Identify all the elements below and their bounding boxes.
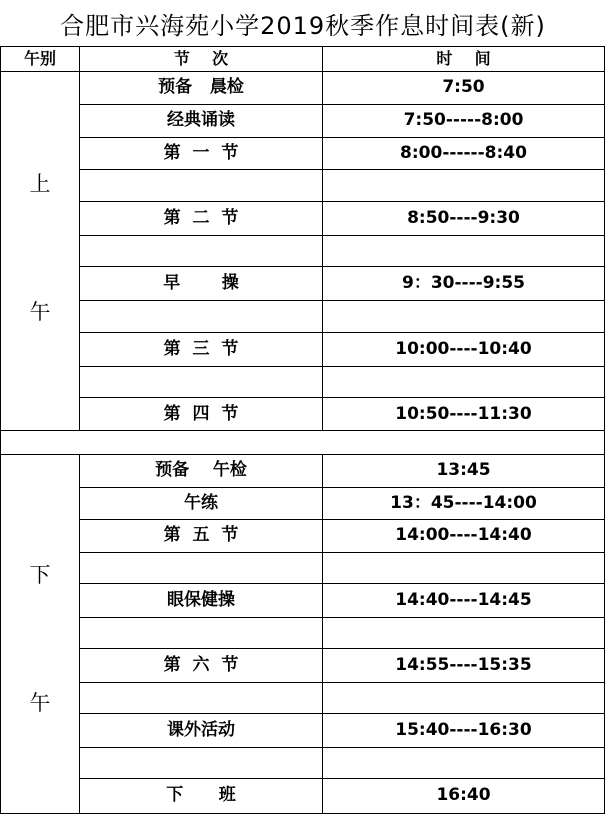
schedule-time: 7:50-----8:00 <box>323 104 605 137</box>
table-row <box>1 201 605 235</box>
schedule-item <box>80 235 323 266</box>
separator-row <box>1 431 605 455</box>
schedule-item: 早 操 <box>80 267 323 301</box>
schedule-item: 经典诵读 <box>80 104 323 137</box>
schedule-item: 午练 <box>80 487 323 520</box>
table-row <box>1 648 605 682</box>
schedule-item: 课外活动 <box>80 713 323 747</box>
schedule-time: 10:00----10:40 <box>323 332 605 366</box>
schedule-item <box>80 682 323 713</box>
table-row <box>1 778 605 813</box>
table-row <box>1 332 605 366</box>
schedule-item: 第 二 节 <box>80 201 323 235</box>
schedule-time: 15:40----16:30 <box>323 713 605 747</box>
schedule-table <box>0 46 605 814</box>
schedule-item: 预备 午检 <box>80 455 323 488</box>
schedule-item <box>80 170 323 201</box>
schedule-time <box>323 235 605 266</box>
table-row <box>1 398 605 431</box>
header-time: 时 间 <box>323 47 605 72</box>
table-row <box>1 137 605 170</box>
schedule-item <box>80 366 323 397</box>
table-row <box>1 366 605 397</box>
session-morning-top: 上 <box>29 172 51 196</box>
session-morning-bottom: 午 <box>29 300 51 324</box>
header-item: 节 次 <box>80 47 323 72</box>
schedule-item: 预备 晨检 <box>80 72 323 105</box>
schedule-item: 第 四 节 <box>80 398 323 431</box>
schedule-time: 14:40----14:45 <box>323 583 605 617</box>
session-morning <box>1 72 80 431</box>
schedule-time <box>323 682 605 713</box>
schedule-time: 16:40 <box>323 778 605 813</box>
table-row <box>1 72 605 105</box>
schedule-time <box>323 747 605 778</box>
schedule-time <box>323 617 605 648</box>
schedule-time: 9：30----9:55 <box>323 267 605 301</box>
session-afternoon <box>1 455 80 814</box>
table-row <box>1 713 605 747</box>
schedule-item <box>80 747 323 778</box>
schedule-time: 10:50----11:30 <box>323 398 605 431</box>
table-row <box>1 301 605 332</box>
schedule-time <box>323 552 605 583</box>
schedule-item: 第 一 节 <box>80 137 323 170</box>
schedule-item: 第 三 节 <box>80 332 323 366</box>
schedule-time: 8:50----9:30 <box>323 201 605 235</box>
table-row <box>1 104 605 137</box>
schedule-item: 第 五 节 <box>80 520 323 553</box>
table-row <box>1 682 605 713</box>
schedule-item: 眼保健操 <box>80 583 323 617</box>
table-row <box>1 747 605 778</box>
schedule-item <box>80 301 323 332</box>
table-row <box>1 520 605 553</box>
table-row <box>1 235 605 266</box>
schedule-item <box>80 617 323 648</box>
schedule-item: 第 六 节 <box>80 648 323 682</box>
schedule-time: 13:45 <box>323 455 605 488</box>
schedule-time: 8:00------8:40 <box>323 137 605 170</box>
schedule-time <box>323 170 605 201</box>
schedule-time <box>323 366 605 397</box>
table-row <box>1 170 605 201</box>
table-row <box>1 267 605 301</box>
session-afternoon-top: 下 <box>29 563 51 587</box>
schedule-time: 7:50 <box>323 72 605 105</box>
schedule-item: 下 班 <box>80 778 323 813</box>
schedule-time: 13：45----14:00 <box>323 487 605 520</box>
header-row <box>1 47 605 72</box>
session-afternoon-bottom: 午 <box>29 691 51 715</box>
table-row <box>1 617 605 648</box>
header-period: 午别 <box>1 47 80 72</box>
schedule-item <box>80 552 323 583</box>
schedule-title: 合肥市兴海苑小学2019秋季作息时间表(新) <box>60 11 546 40</box>
table-row <box>1 487 605 520</box>
table-row <box>1 583 605 617</box>
schedule-time: 14:00----14:40 <box>323 520 605 553</box>
table-row <box>1 552 605 583</box>
schedule-time <box>323 301 605 332</box>
table-row <box>1 455 605 488</box>
schedule-time: 14:55----15:35 <box>323 648 605 682</box>
separator-cell <box>1 431 605 455</box>
